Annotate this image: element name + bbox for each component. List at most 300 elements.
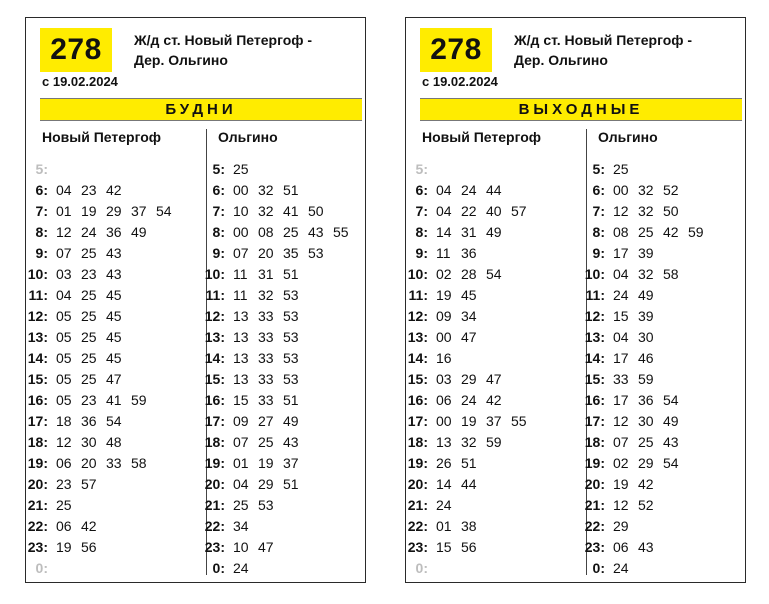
route-number-badge: 278: [40, 28, 112, 72]
schedule-row: [199, 474, 358, 495]
route-title: [514, 30, 692, 70]
hour-label: 17:: [584, 413, 605, 429]
departure-minute: 43: [308, 224, 324, 240]
departure-minute: 20: [81, 455, 97, 471]
minutes-list: [613, 327, 663, 348]
minutes-list: [436, 180, 511, 201]
minutes-list: [436, 411, 536, 432]
schedule-row: [199, 159, 358, 180]
schedule-row: [579, 432, 713, 453]
departure-minute: 04: [233, 476, 249, 492]
minutes-list: [56, 327, 131, 348]
departure-minute: 24: [81, 224, 97, 240]
minutes-list: [56, 348, 131, 369]
schedule-row: [579, 264, 713, 285]
schedule-row: [199, 411, 358, 432]
schedule-row: [22, 369, 181, 390]
schedule-row: [199, 348, 358, 369]
minutes-list: [56, 474, 106, 495]
departure-minute: 37: [486, 413, 502, 429]
schedule-row: [199, 390, 358, 411]
hour-label: 22:: [407, 518, 428, 534]
departure-minute: 25: [81, 350, 97, 366]
schedule-row: [22, 180, 181, 201]
departure-minute: 25: [81, 245, 97, 261]
hour-label: 20:: [27, 476, 48, 492]
departure-minute: 24: [436, 497, 452, 513]
hour-label: 11:: [585, 287, 605, 303]
departure-minute: 43: [638, 539, 654, 555]
minutes-list: [233, 432, 308, 453]
minutes-list: [436, 285, 486, 306]
departure-minute: 34: [233, 518, 249, 534]
departure-minute: 19: [56, 539, 72, 555]
departure-minute: 32: [258, 203, 274, 219]
hour-label: 12:: [584, 308, 605, 324]
schedule-row: [402, 390, 536, 411]
hour-label: 14:: [407, 350, 428, 366]
departure-minute: 10: [233, 203, 249, 219]
minutes-list: [436, 390, 511, 411]
departure-minute: 04: [436, 203, 452, 219]
departure-minute: 53: [283, 308, 299, 324]
departure-minute: 11: [233, 287, 248, 303]
minutes-list: [233, 264, 308, 285]
hour-label: 14:: [27, 350, 48, 366]
departure-minute: 13: [233, 350, 249, 366]
departure-minute: 19: [436, 287, 452, 303]
departure-minute: 19: [461, 413, 477, 429]
minutes-list: [613, 432, 688, 453]
departure-minute: 17: [613, 392, 629, 408]
hour-label: 22:: [584, 518, 605, 534]
departure-minute: 00: [233, 182, 249, 198]
departure-minute: 58: [131, 455, 147, 471]
hour-label: 5:: [212, 161, 225, 177]
departure-minute: 53: [308, 245, 324, 261]
schedule-row: [579, 222, 713, 243]
departure-minute: 24: [461, 182, 477, 198]
hour-label: 15:: [204, 371, 225, 387]
departure-minute: 00: [613, 182, 629, 198]
departure-minute: 03: [56, 266, 72, 282]
minutes-list: [436, 327, 486, 348]
minutes-list: [233, 537, 283, 558]
departure-minute: 32: [258, 182, 274, 198]
departure-minute: 23: [81, 182, 97, 198]
departure-minute: 42: [638, 476, 654, 492]
hour-label: 8:: [592, 224, 605, 240]
hour-label: 15:: [407, 371, 428, 387]
departure-minute: 19: [81, 203, 97, 219]
hour-label: 21:: [27, 497, 48, 513]
hour-label: 9:: [592, 245, 605, 261]
hour-label: 11:: [408, 287, 428, 303]
minutes-list: [233, 390, 308, 411]
hour-label: 12:: [204, 308, 225, 324]
departure-minute: 49: [283, 413, 299, 429]
departure-minute: 25: [81, 371, 97, 387]
departure-minute: 46: [638, 350, 654, 366]
minutes-list: [233, 201, 333, 222]
schedule-row: [199, 516, 358, 537]
minutes-list: [436, 453, 486, 474]
schedule-column-olgino: [199, 159, 358, 579]
departure-minute: 36: [461, 245, 477, 261]
departure-minute: 23: [56, 476, 72, 492]
minutes-list: [613, 180, 688, 201]
departure-minute: 32: [258, 287, 274, 303]
departure-minute: 29: [106, 203, 122, 219]
departure-minute: 15: [436, 539, 452, 555]
departure-minute: 25: [81, 329, 97, 345]
timetable-card-weekends: [405, 17, 746, 583]
route-title-line2: Дер. Ольгино: [514, 52, 608, 68]
minutes-list: [56, 432, 131, 453]
schedule-row: [199, 264, 358, 285]
departure-minute: 09: [436, 308, 452, 324]
minutes-list: [613, 201, 688, 222]
departure-minute: 30: [638, 329, 654, 345]
departure-minute: 05: [56, 392, 72, 408]
departure-minute: 12: [613, 413, 629, 429]
departure-minute: 12: [56, 224, 72, 240]
schedule-row: [199, 453, 358, 474]
hour-label: 15:: [584, 371, 605, 387]
schedule-row: [22, 348, 181, 369]
schedule-row: [22, 159, 181, 180]
minutes-list: [436, 243, 486, 264]
departure-minute: 41: [106, 392, 122, 408]
schedule-row: [579, 537, 713, 558]
departure-minute: 25: [283, 224, 299, 240]
hour-label: 20:: [204, 476, 225, 492]
minutes-list: [233, 285, 308, 306]
valid-from-date: с 19.02.2024: [422, 74, 498, 89]
departure-minute: 07: [613, 434, 629, 450]
hour-label: 8:: [35, 224, 48, 240]
hour-label: 7:: [212, 203, 225, 219]
departure-minute: 12: [613, 203, 629, 219]
departure-minute: 42: [663, 224, 679, 240]
schedule-row: [402, 243, 536, 264]
departure-minute: 51: [283, 266, 299, 282]
schedule-row: [402, 474, 536, 495]
departure-minute: 49: [663, 413, 679, 429]
hour-label: 0:: [212, 560, 225, 576]
schedule-row: [402, 180, 536, 201]
schedule-row: [22, 558, 181, 579]
minutes-list: [436, 306, 486, 327]
hour-label: 16:: [407, 392, 428, 408]
hour-label: 5:: [415, 161, 428, 177]
departure-minute: 24: [461, 392, 477, 408]
departure-minute: 54: [106, 413, 122, 429]
hour-label: 23:: [584, 539, 605, 555]
departure-minute: 36: [638, 392, 654, 408]
hour-label: 5:: [592, 161, 605, 177]
minutes-list: [613, 222, 713, 243]
minutes-list: [436, 495, 461, 516]
departure-minute: 19: [258, 455, 274, 471]
valid-from-date: с 19.02.2024: [42, 74, 118, 89]
departure-minute: 51: [461, 455, 477, 471]
schedule-row: [579, 327, 713, 348]
departure-minute: 47: [106, 371, 122, 387]
schedule-row: [22, 411, 181, 432]
schedule-row: [402, 222, 536, 243]
schedule-row: [199, 495, 358, 516]
schedule-row: [402, 558, 536, 579]
departure-minute: 10: [233, 539, 249, 555]
departure-minute: 23: [81, 266, 97, 282]
departure-minute: 15: [613, 308, 629, 324]
schedule-row: [402, 159, 536, 180]
departure-minute: 03: [436, 371, 452, 387]
departure-minute: 25: [81, 308, 97, 324]
departure-minute: 49: [486, 224, 502, 240]
route-number-badge: 278: [420, 28, 492, 72]
hour-label: 14:: [584, 350, 605, 366]
day-type-banner: ВЫХОДНЫЕ: [420, 98, 742, 121]
departure-minute: 43: [663, 434, 679, 450]
departure-minute: 32: [638, 266, 654, 282]
departure-minute: 30: [638, 413, 654, 429]
departure-minute: 19: [613, 476, 629, 492]
departure-minute: 14: [436, 224, 452, 240]
departure-minute: 52: [638, 497, 654, 513]
departure-minute: 49: [131, 224, 147, 240]
hour-label: 21:: [584, 497, 605, 513]
departure-minute: 11: [233, 266, 248, 282]
departure-minute: 47: [486, 371, 502, 387]
departure-minute: 33: [258, 350, 274, 366]
departure-minute: 49: [638, 287, 654, 303]
hour-label: 23:: [27, 539, 48, 555]
departure-minute: 59: [638, 371, 654, 387]
hour-label: 6:: [35, 182, 48, 198]
departure-minute: 45: [106, 329, 122, 345]
departure-minute: 43: [283, 434, 299, 450]
departure-minute: 25: [56, 497, 72, 513]
departure-minute: 42: [106, 182, 122, 198]
departure-minute: 32: [461, 434, 477, 450]
departure-minute: 04: [613, 266, 629, 282]
departure-minute: 00: [233, 224, 249, 240]
minutes-list: [613, 558, 638, 579]
hour-label: 18:: [407, 434, 428, 450]
hour-label: 10:: [204, 266, 225, 282]
hour-label: 17:: [27, 413, 48, 429]
hour-label: 16:: [27, 392, 48, 408]
hour-label: 13:: [27, 329, 48, 345]
departure-minute: 55: [511, 413, 527, 429]
departure-minute: 27: [258, 413, 274, 429]
schedule-row: [402, 516, 536, 537]
hour-label: 10:: [27, 266, 48, 282]
schedule-row: [22, 495, 181, 516]
schedule-row: [199, 537, 358, 558]
minutes-list: [233, 558, 258, 579]
departure-minute: 00: [436, 329, 452, 345]
departure-minute: 53: [258, 497, 274, 513]
departure-minute: 25: [81, 287, 97, 303]
departure-minute: 01: [56, 203, 72, 219]
hour-label: 19:: [584, 455, 605, 471]
departure-minute: 32: [638, 182, 654, 198]
minutes-list: [613, 411, 688, 432]
route-title: [134, 30, 312, 70]
departure-minute: 06: [56, 518, 72, 534]
minutes-list: [233, 411, 308, 432]
departure-minute: 51: [283, 182, 299, 198]
minutes-list: [613, 348, 663, 369]
minutes-list: [436, 264, 511, 285]
departure-minute: 33: [106, 455, 122, 471]
schedule-row: [579, 516, 713, 537]
minutes-list: [233, 495, 283, 516]
hour-label: 7:: [592, 203, 605, 219]
minutes-list: [613, 264, 688, 285]
departure-minute: 26: [436, 455, 452, 471]
minutes-list: [613, 369, 663, 390]
day-type-banner: БУДНИ: [40, 98, 362, 121]
departure-minute: 24: [613, 560, 629, 576]
departure-minute: 58: [663, 266, 679, 282]
schedule-row: [402, 411, 536, 432]
schedule-row: [22, 390, 181, 411]
departure-minute: 04: [56, 182, 72, 198]
hour-label: 6:: [592, 182, 605, 198]
schedule-row: [22, 306, 181, 327]
schedule-row: [402, 432, 536, 453]
departure-minute: 45: [461, 287, 477, 303]
departure-minute: 36: [106, 224, 122, 240]
departure-minute: 22: [461, 203, 477, 219]
minutes-list: [233, 474, 308, 495]
departure-minute: 45: [106, 287, 122, 303]
column-header-novy-petergof: Новый Петергоф: [422, 129, 542, 145]
schedule-row: [22, 201, 181, 222]
schedule-row: [22, 264, 181, 285]
hour-label: 16:: [204, 392, 225, 408]
departure-minute: 57: [81, 476, 97, 492]
minutes-list: [233, 327, 308, 348]
schedule-row: [199, 432, 358, 453]
schedule-row: [579, 558, 713, 579]
minutes-list: [56, 516, 106, 537]
departure-minute: 50: [308, 203, 324, 219]
minutes-list: [613, 474, 663, 495]
hour-label: 13:: [204, 329, 225, 345]
route-title-line1: Ж/д ст. Новый Петергоф -: [134, 32, 313, 48]
departure-minute: 45: [106, 308, 122, 324]
minutes-list: [436, 222, 511, 243]
hour-label: 12:: [407, 308, 428, 324]
timetable-card-weekdays: [25, 17, 366, 583]
hour-label: 10:: [407, 266, 428, 282]
hour-label: 18:: [584, 434, 605, 450]
departure-minute: 29: [461, 371, 477, 387]
minutes-list: [56, 243, 131, 264]
hour-label: 0:: [415, 560, 428, 576]
departure-minute: 16: [436, 350, 452, 366]
minutes-list: [613, 243, 663, 264]
departure-minute: 54: [486, 266, 502, 282]
schedule-row: [199, 180, 358, 201]
departure-minute: 05: [56, 329, 72, 345]
departure-minute: 56: [461, 539, 477, 555]
departure-minute: 59: [688, 224, 704, 240]
column-header-olgino: Ольгино: [598, 129, 658, 145]
minutes-list: [56, 390, 156, 411]
hour-label: 7:: [415, 203, 428, 219]
departure-minute: 01: [233, 455, 249, 471]
minutes-list: [233, 222, 358, 243]
hour-label: 11:: [28, 287, 48, 303]
departure-minute: 29: [638, 455, 654, 471]
schedule-row: [22, 432, 181, 453]
departure-minute: 05: [56, 350, 72, 366]
departure-minute: 31: [461, 224, 477, 240]
departure-minute: 33: [258, 308, 274, 324]
departure-minute: 41: [283, 203, 299, 219]
hour-label: 11:: [205, 287, 225, 303]
departure-minute: 43: [106, 266, 122, 282]
minutes-list: [233, 348, 308, 369]
hour-label: 8:: [415, 224, 428, 240]
route-title-line2: Дер. Ольгино: [134, 52, 228, 68]
hour-label: 20:: [407, 476, 428, 492]
departure-minute: 29: [613, 518, 629, 534]
minutes-list: [436, 348, 461, 369]
schedule-row: [402, 453, 536, 474]
departure-minute: 25: [638, 224, 654, 240]
departure-minute: 23: [81, 392, 97, 408]
minutes-list: [613, 390, 688, 411]
schedule-row: [402, 327, 536, 348]
departure-minute: 11: [436, 245, 451, 261]
schedule-row: [402, 264, 536, 285]
departure-minute: 17: [613, 350, 629, 366]
departure-minute: 06: [613, 539, 629, 555]
departure-minute: 53: [283, 329, 299, 345]
minutes-list: [56, 285, 131, 306]
minutes-list: [436, 516, 486, 537]
schedule-row: [22, 285, 181, 306]
departure-minute: 07: [233, 245, 249, 261]
minutes-list: [233, 369, 308, 390]
departure-minute: 25: [258, 434, 274, 450]
departure-minute: 15: [233, 392, 249, 408]
schedule-row: [22, 222, 181, 243]
minutes-list: [56, 264, 131, 285]
minutes-list: [613, 285, 663, 306]
departure-minute: 43: [106, 245, 122, 261]
departure-minute: 30: [81, 434, 97, 450]
minutes-list: [56, 222, 156, 243]
minutes-list: [56, 201, 181, 222]
schedule-row: [402, 495, 536, 516]
departure-minute: 37: [131, 203, 147, 219]
departure-minute: 51: [283, 392, 299, 408]
departure-minute: 04: [56, 287, 72, 303]
departure-minute: 47: [258, 539, 274, 555]
hour-label: 10:: [584, 266, 605, 282]
hour-label: 9:: [415, 245, 428, 261]
departure-minute: 50: [663, 203, 679, 219]
departure-minute: 05: [56, 308, 72, 324]
